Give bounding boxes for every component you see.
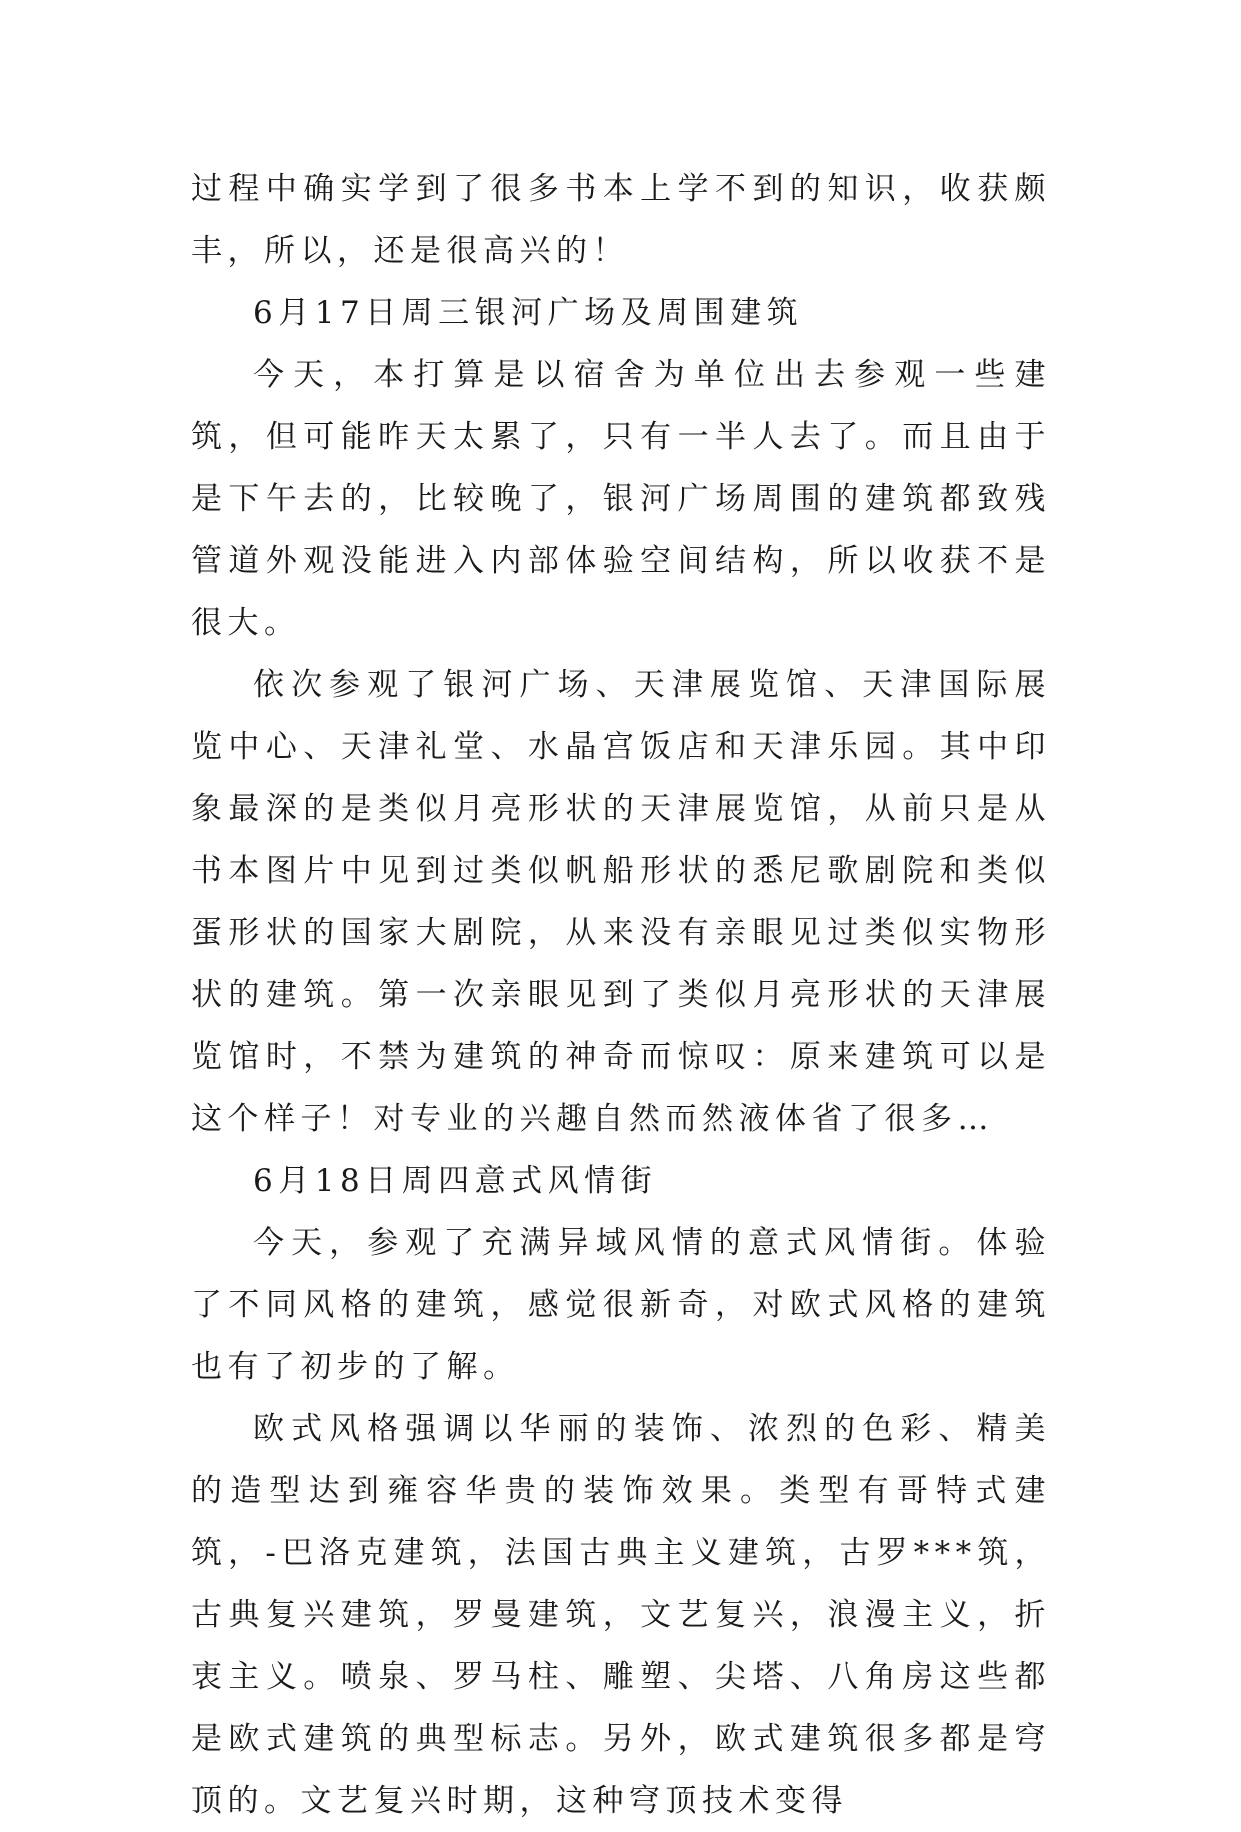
diary-date-heading-june-17: 6月17日周三银河广场及周围建筑 [253,295,804,331]
diary-date-heading-june-18: 6月18日周四意式风情街 [253,1163,658,1199]
document-body [191,158,1051,1832]
paragraph-june-18-intro: 今天，参观了充满异域风情的意式风情街。体验了不同风格的建筑，感觉很新奇，对欧式风格的建筑也有了初步的了解。 [191,1225,1051,1385]
paragraph-june-17-intro: 今天，本打算是以宿舍为单位出去参观一些建筑，但可能昨天太累了，只有一半人去了。而且由于是下午去的，比较晚了，银河广场周围的建筑都致残管道外观没能进入内部体验空间结构，所以收获不是很大。 [191,357,1051,641]
paragraph-european-style: 欧式风格强调以华丽的装饰、浓烈的色彩、精美的造型达到雍容华贵的装饰效果。类型有哥特式建筑，-巴洛克建筑，法国古典主义建筑，古罗***筑，古典复兴建筑，罗曼建筑，文艺复兴，浪漫主义，折衷主义。喷泉、罗马柱、雕塑、尖塔、八角房这些都是欧式建筑的典型标志。另外，欧式建筑很多都是穹顶的。文艺复兴时期，这种穹顶技术变得 [191,1411,1051,1819]
paragraph-continuation: 过程中确实学到了很多书本上学不到的知识，收获颇丰，所以，还是很高兴的！ [191,171,1051,269]
paragraph-june-17-visits: 依次参观了银河广场、天津展览馆、天津国际展览中心、天津礼堂、水晶宫饭店和天津乐园。其中印象最深的是类似月亮形状的天津展览馆，从前只是从书本图片中见到过类似帆船形状的悉尼歌剧院和类似蛋形状的国家大剧院，从来没有亲眼见过类似实物形状的建筑。第一次亲眼见到了类似月亮形状的天津展览馆时，不禁为建筑的神奇而惊叹：原来建筑可以是这个样子！对专业的兴趣自然而然液体省了很多… [191,667,1051,1137]
